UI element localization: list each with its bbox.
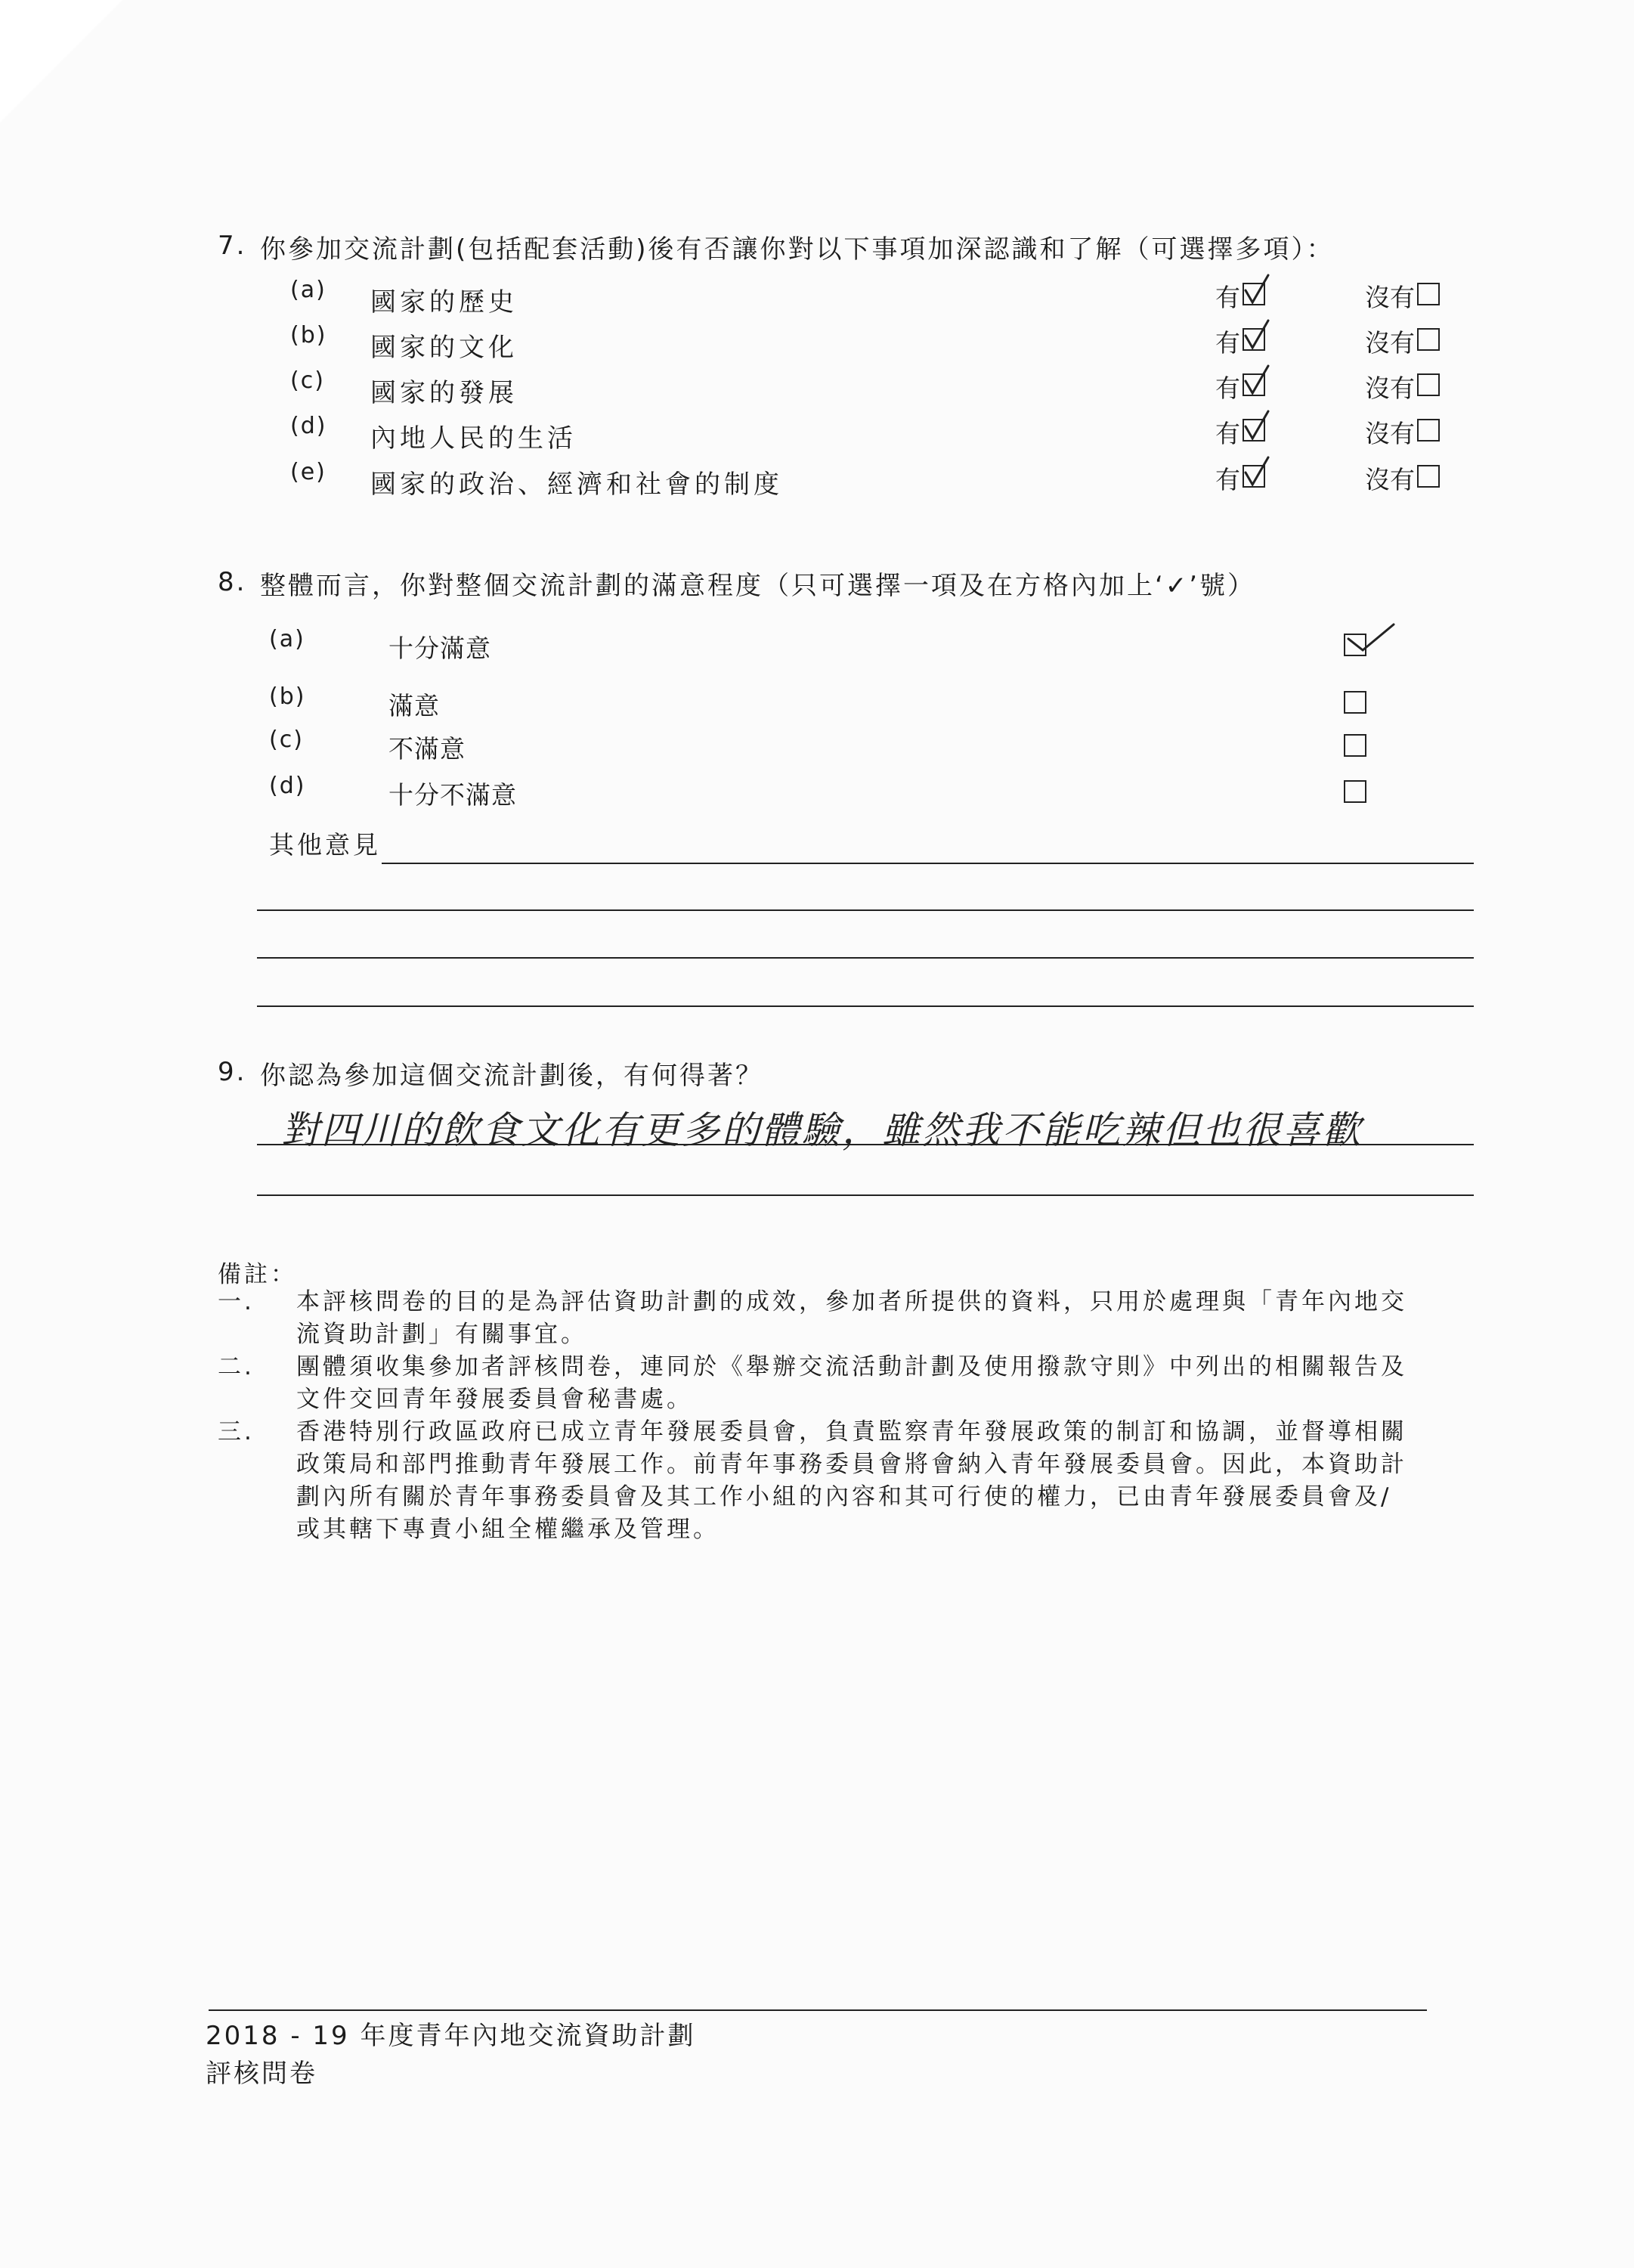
q8-option-mark: (b) (269, 683, 306, 710)
other-comments-line-2 (257, 909, 1474, 911)
note-mark: 三. (218, 1418, 255, 1445)
footer-line-2: 評核問卷 (206, 2059, 317, 2089)
q7-yes-check-mark (1244, 456, 1270, 486)
other-comments-line-1 (382, 863, 1474, 864)
q7-no-checkbox[interactable] (1417, 465, 1440, 488)
q7-title: 你參加交流計劃(包括配套活動)後有否讓你對以下事項加深認識和了解（可選擇多項）： (260, 234, 1335, 265)
q7-item-mark: (e) (290, 459, 326, 485)
q7-yes-check-mark (1244, 364, 1270, 395)
q8-option-checkbox[interactable] (1344, 734, 1366, 757)
q7-item-mark: (c) (290, 367, 325, 394)
q7-number: 7. (218, 231, 247, 261)
folded-corner (0, 0, 144, 159)
note-line: 文件交回青年發展委員會秘書處。 (296, 1386, 693, 1413)
q7-yes-check-mark (1244, 410, 1270, 440)
other-comments-line-3 (257, 957, 1474, 959)
q7-yes-label: 有 (1215, 419, 1240, 448)
q8-option-text: 十分滿意 (388, 634, 491, 663)
q9-answer-line-2 (257, 1194, 1474, 1196)
note-line: 劃內所有關於青年事務委員會及其工作小組的內容和其可行使的權力，已由青年發展委員會及/ (296, 1483, 1392, 1510)
q7-item-mark: (d) (290, 413, 327, 439)
q7-yes-label: 有 (1215, 373, 1240, 403)
q7-item-text: 國家的文化 (370, 333, 518, 363)
q7-no-label: 沒有 (1365, 419, 1415, 448)
q9-title: 你認為參加這個交流計劃後，有何得著？ (260, 1061, 763, 1091)
q7-no-label: 沒有 (1365, 328, 1415, 358)
note-line: 團體須收集參加者評核問卷，連同於《舉辦交流活動計劃及使用撥款守則》中列出的相關報告及 (296, 1353, 1407, 1380)
q7-item-text: 國家的發展 (370, 378, 518, 408)
q9-number: 9. (218, 1057, 247, 1087)
q7-no-checkbox[interactable] (1417, 283, 1440, 305)
q7-yes-label: 有 (1215, 283, 1240, 312)
q7-item-text: 國家的政治、經濟和社會的制度 (370, 469, 783, 500)
q8-option-text: 十分不滿意 (388, 780, 517, 810)
q7-yes-label: 有 (1215, 328, 1240, 358)
note-line: 政策局和部門推動青年發展工作。前青年事務委員會將會納入青年發展委員會。因此，本資助計 (296, 1451, 1407, 1478)
q8-check-mark (1347, 623, 1395, 652)
q7-no-checkbox[interactable] (1417, 328, 1440, 351)
q7-no-checkbox[interactable] (1417, 419, 1440, 442)
q8-option-checkbox[interactable] (1344, 691, 1366, 714)
q8-option-text: 滿意 (388, 691, 440, 720)
q7-item-mark: (a) (290, 277, 326, 303)
q7-no-label: 沒有 (1365, 465, 1415, 494)
q8-number: 8. (218, 567, 247, 597)
footer-rule (209, 2009, 1427, 2011)
note-mark: 二. (218, 1353, 255, 1380)
q8-option-mark: (d) (269, 773, 306, 799)
other-comments-line-4 (257, 1005, 1474, 1007)
q8-option-mark: (c) (269, 727, 304, 753)
q8-option-mark: (a) (269, 626, 305, 652)
note-line: 流資助計劃」有關事宜。 (296, 1321, 587, 1348)
q7-item-text: 內地人民的生活 (370, 423, 577, 454)
q7-item-text: 國家的歷史 (370, 287, 518, 318)
q9-answer-line-1 (257, 1144, 1474, 1145)
note-line: 本評核問卷的目的是為評估資助計劃的成效，參加者所提供的資料，只用於處理與「青年內地交 (296, 1288, 1407, 1315)
q8-option-checkbox[interactable] (1344, 780, 1366, 803)
q7-yes-check-mark (1244, 319, 1270, 349)
other-comments-label: 其他意見 (269, 830, 381, 860)
q7-no-checkbox[interactable] (1417, 373, 1440, 396)
q7-no-label: 沒有 (1365, 373, 1415, 403)
footer-line-1: 2018 - 19 年度青年內地交流資助計劃 (206, 2021, 696, 2051)
q7-item-mark: (b) (290, 322, 327, 349)
note-mark: 一. (218, 1288, 255, 1315)
q7-yes-label: 有 (1215, 465, 1240, 494)
note-line: 或其轄下專責小組全權繼承及管理。 (296, 1516, 720, 1543)
q8-title: 整體而言，你對整個交流計劃的滿意程度（只可選擇一項及在方格內加上‘✓’號） (260, 571, 1256, 601)
q8-option-text: 不滿意 (388, 734, 466, 764)
note-line: 香港特別行政區政府已成立青年發展委員會，負責監察青年發展政策的制訂和協調，並督導相關 (296, 1418, 1407, 1445)
q7-yes-check-mark (1244, 274, 1270, 304)
q7-no-label: 沒有 (1365, 283, 1415, 312)
notes-heading: 備註： (218, 1261, 297, 1288)
q9-handwritten-answer: 對四川的飲食文化有更多的體驗，雖然我不能吃辣但也很喜歡 (281, 1108, 1363, 1152)
